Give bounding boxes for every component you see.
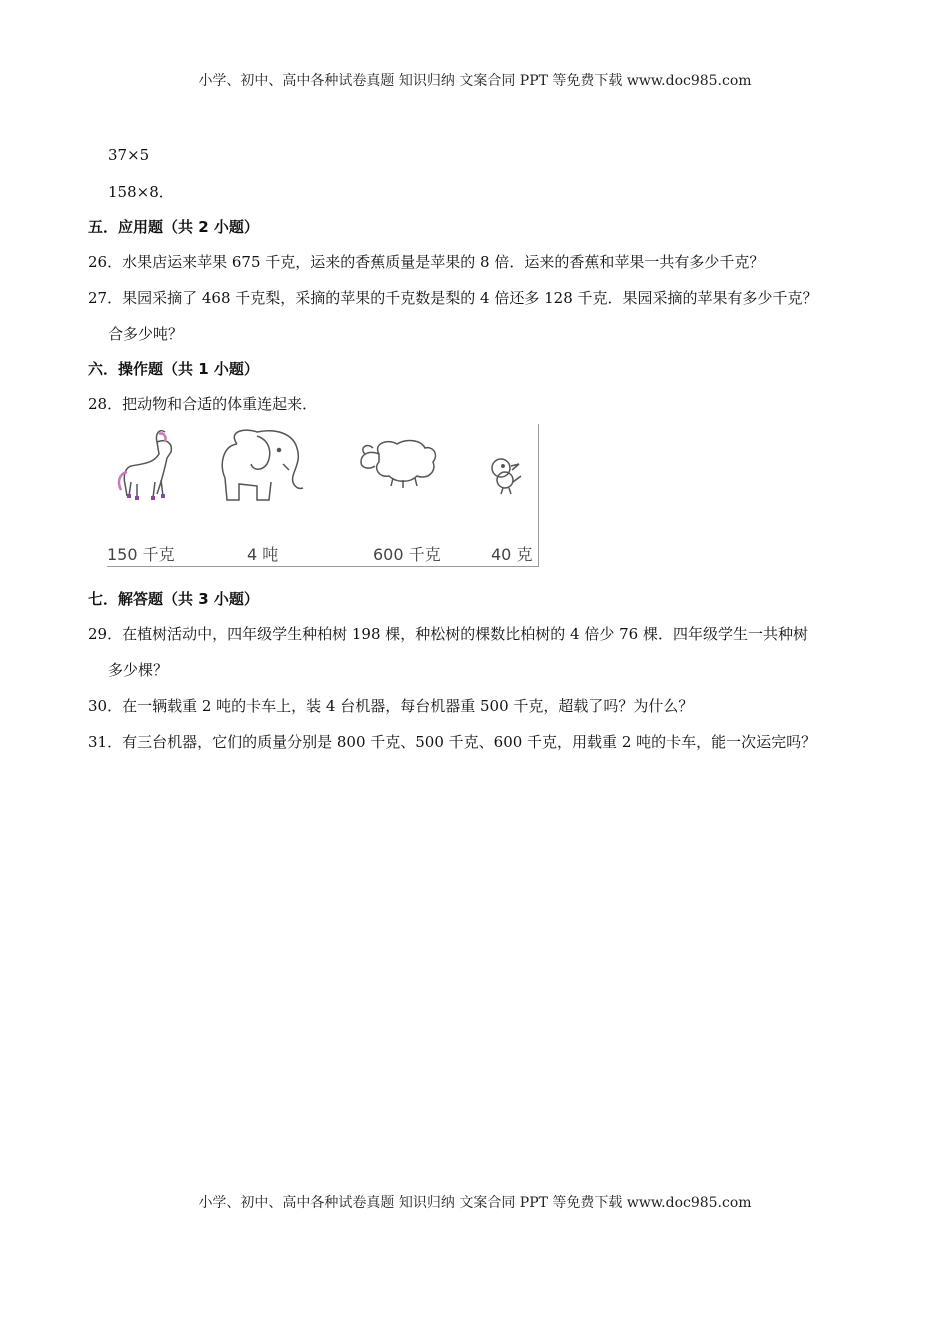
weight-label-150kg: 150 千克 [107,545,175,564]
question-26: 26．水果店运来苹果 675 千克，运来的香蕉质量是苹果的 8 倍．运来的香蕉和苹果一共有多少千克？ [88,253,765,271]
section-6-title: 六．操作题（共 1 小题） [88,360,259,378]
horse-illustration [119,431,171,500]
question-29-continued: 多少棵？ [108,661,169,679]
question-27-continued: 合多少吨？ [108,325,184,343]
elephant-illustration [222,430,303,500]
weight-label-40g: 40 克 [491,545,533,564]
weight-label-4t: 4 吨 [247,545,279,564]
question-28: 28．把动物和合适的体重连起来． [88,395,318,413]
page-header: 小学、初中、高中各种试卷真题 知识归纳 文案合同 PPT 等免费下载 www.doc985.com [198,73,752,89]
question-30: 30．在一辆载重 2 吨的卡车上，装 4 台机器，每台机器重 500 千克，超载了吗？为什么？ [88,697,694,715]
sheep-illustration [361,441,435,488]
section-5-title: 五．应用题（共 2 小题） [88,218,259,236]
question-29: 29．在植树活动中，四年级学生种柏树 198 棵，种松树的棵数比柏树的 4 倍少 76 棵．四年级学生一共种树 [88,625,808,643]
animal-weight-figure [107,424,539,567]
section-7-title: 七．解答题（共 3 小题） [88,590,259,608]
calc-158x8: 158×8． [108,183,174,201]
page-footer: 小学、初中、高中各种试卷真题 知识归纳 文案合同 PPT 等免费下载 www.doc985.com [198,1195,752,1211]
chick-illustration [492,459,521,494]
calc-37x5: 37×5 [108,146,150,164]
weight-label-600kg: 600 千克 [373,545,441,564]
question-31: 31．有三台机器，它们的质量分别是 800 千克、500 千克、600 千克，用载重 2 吨的卡车，能一次运完吗？ [88,733,817,751]
question-27: 27．果园采摘了 468 千克梨，采摘的苹果的千克数是梨的 4 倍还多 128 千克．果园采摘的苹果有多少千克？ [88,289,818,307]
